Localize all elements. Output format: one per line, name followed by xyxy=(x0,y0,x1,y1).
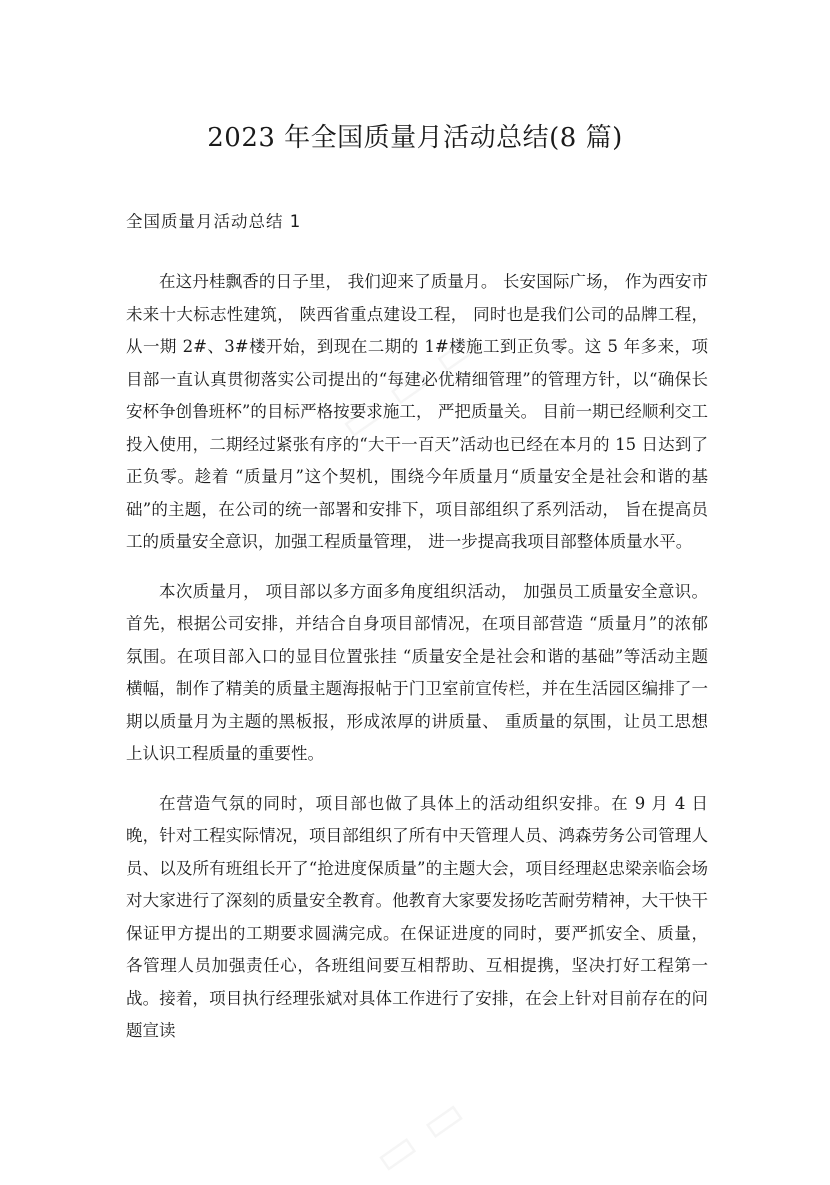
watermark: ▭ ▭ xyxy=(364,1086,475,1185)
paragraph-2: 本次质量月， 项目部以多方面多角度组织活动， 加强员工质量安全意识。首先，根据公司安排，并结合自身项目部情况，在项目部营造 “质量月”的浓郁氛围。在项目部入口的显目位置张挂 “质量安全是社会和谐的基础”等活动主题横幅，制作了精美的质量主题海报帖于门卫室前宣传栏，并在生活园区编排了一期以质量月为主题的黑板报，形成浓厚的讲质量、 重质量的氛围，让员工思想上认识工程质量的重要性。 xyxy=(126,581,708,763)
watermark: ▭ ▭ ▭ xyxy=(329,320,486,451)
paragraph-3: 在营造气氛的同时，项目部也做了具体上的活动组织安排。在 9 月 4 日晚，针对工程实际情况，项目部组织了所有中天管理人员、鸿森劳务公司管理人员、以及所有班组长开了“抢进度保质量”的主题大会，项目经理赵忠梁亲临会场对大家进行了深刻的质量安全教育。他教育大家要发扬吃苦耐劳精神，大干快干保证甲方提出的工期要求圆满完成。在保证进度的同时，要严抓安全、质量， 各管理人员加强责任心，各班组间要互相帮助、互相提携，坚决打好工程第一战。接着，项目执行经理张斌对具体工作进行了安排，在会上针对目前存在的问题宣读 xyxy=(126,793,708,1040)
document-body xyxy=(126,266,708,1065)
document-title: 2023 年全国质量月活动总结(8 篇) xyxy=(207,123,623,153)
section-heading: 全国质量月活动总结 1 xyxy=(126,212,302,231)
paragraph-1: 在这丹桂飘香的日子里， 我们迎来了质量月。 长安国际广场， 作为西安市未来十大标志性建筑， 陕西省重点建设工程， 同时也是我们公司的品牌工程， 从一期 2#、3#楼开始，到现在二期的 1#楼施工到正负零。这 5 年多来，项目部一直认真贯彻落实公司提出的“每建必优精细管理”的管理方针，以“确保长安杯争创鲁班杯”的目标严格按要求施工， 严把质量关。 目前一期已经顺利交工投入使用，二期经过紧张有序的“大干一百天”活动也已经在本月的 15 日达到了正负零。趁着 “质量月”这个契机，围绕今年质量月“质量安全是社会和谐的基础”的主题，在公司的统一部署和安排下，项目部组织了系列活动， 旨在提高员工的质量安全意识，加强工程质量管理， 进一步提高我项目部整体质量水平。 xyxy=(126,272,708,551)
